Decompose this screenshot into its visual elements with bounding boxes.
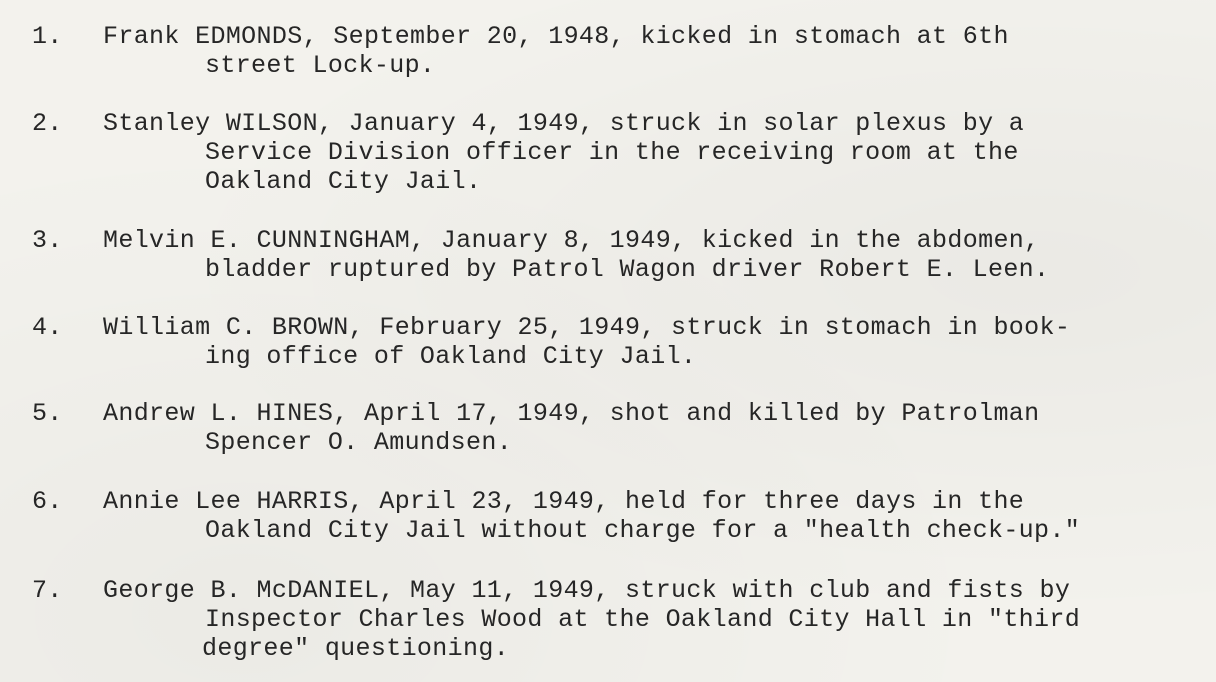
item-text-line: George B. McDANIEL, May 11, 1949, struck with club and fists by <box>103 576 1071 605</box>
item-number: 2. <box>32 109 63 138</box>
item-text-line: Stanley WILSON, January 4, 1949, struck in solar plexus by a <box>103 109 1025 138</box>
item-text-line: Melvin E. CUNNINGHAM, January 8, 1949, kicked in the abdomen, <box>103 226 1040 255</box>
item-number: 6. <box>32 487 63 516</box>
item-text-line: William C. BROWN, February 25, 1949, struck in stomach in book- <box>103 313 1071 342</box>
item-text-line: ing office of Oakland City Jail. <box>205 342 697 371</box>
item-text-line: Oakland City Jail. <box>205 167 482 196</box>
item-text-line: Frank EDMONDS, September 20, 1948, kicked in stomach at 6th <box>103 22 1009 51</box>
item-text-line: Spencer O. Amundsen. <box>205 428 513 457</box>
item-text-line: bladder ruptured by Patrol Wagon driver Robert E. Leen. <box>205 255 1050 284</box>
item-number: 3. <box>32 226 63 255</box>
item-number: 5. <box>32 399 63 428</box>
item-number: 1. <box>32 22 63 51</box>
item-text-line: street Lock-up. <box>205 51 436 80</box>
item-text-line: Andrew L. HINES, April 17, 1949, shot and killed by Patrolman <box>103 399 1040 428</box>
item-text-line: Oakland City Jail without charge for a "health check-up." <box>205 516 1081 545</box>
item-text-line: Inspector Charles Wood at the Oakland City Hall in "third <box>205 605 1081 634</box>
item-text-line: Annie Lee HARRIS, April 23, 1949, held for three days in the <box>103 487 1025 516</box>
item-text-line: degree" questioning. <box>202 634 510 663</box>
item-number: 4. <box>32 313 63 342</box>
item-number: 7. <box>32 576 63 605</box>
item-text-line: Service Division officer in the receiving room at the <box>205 138 1019 167</box>
